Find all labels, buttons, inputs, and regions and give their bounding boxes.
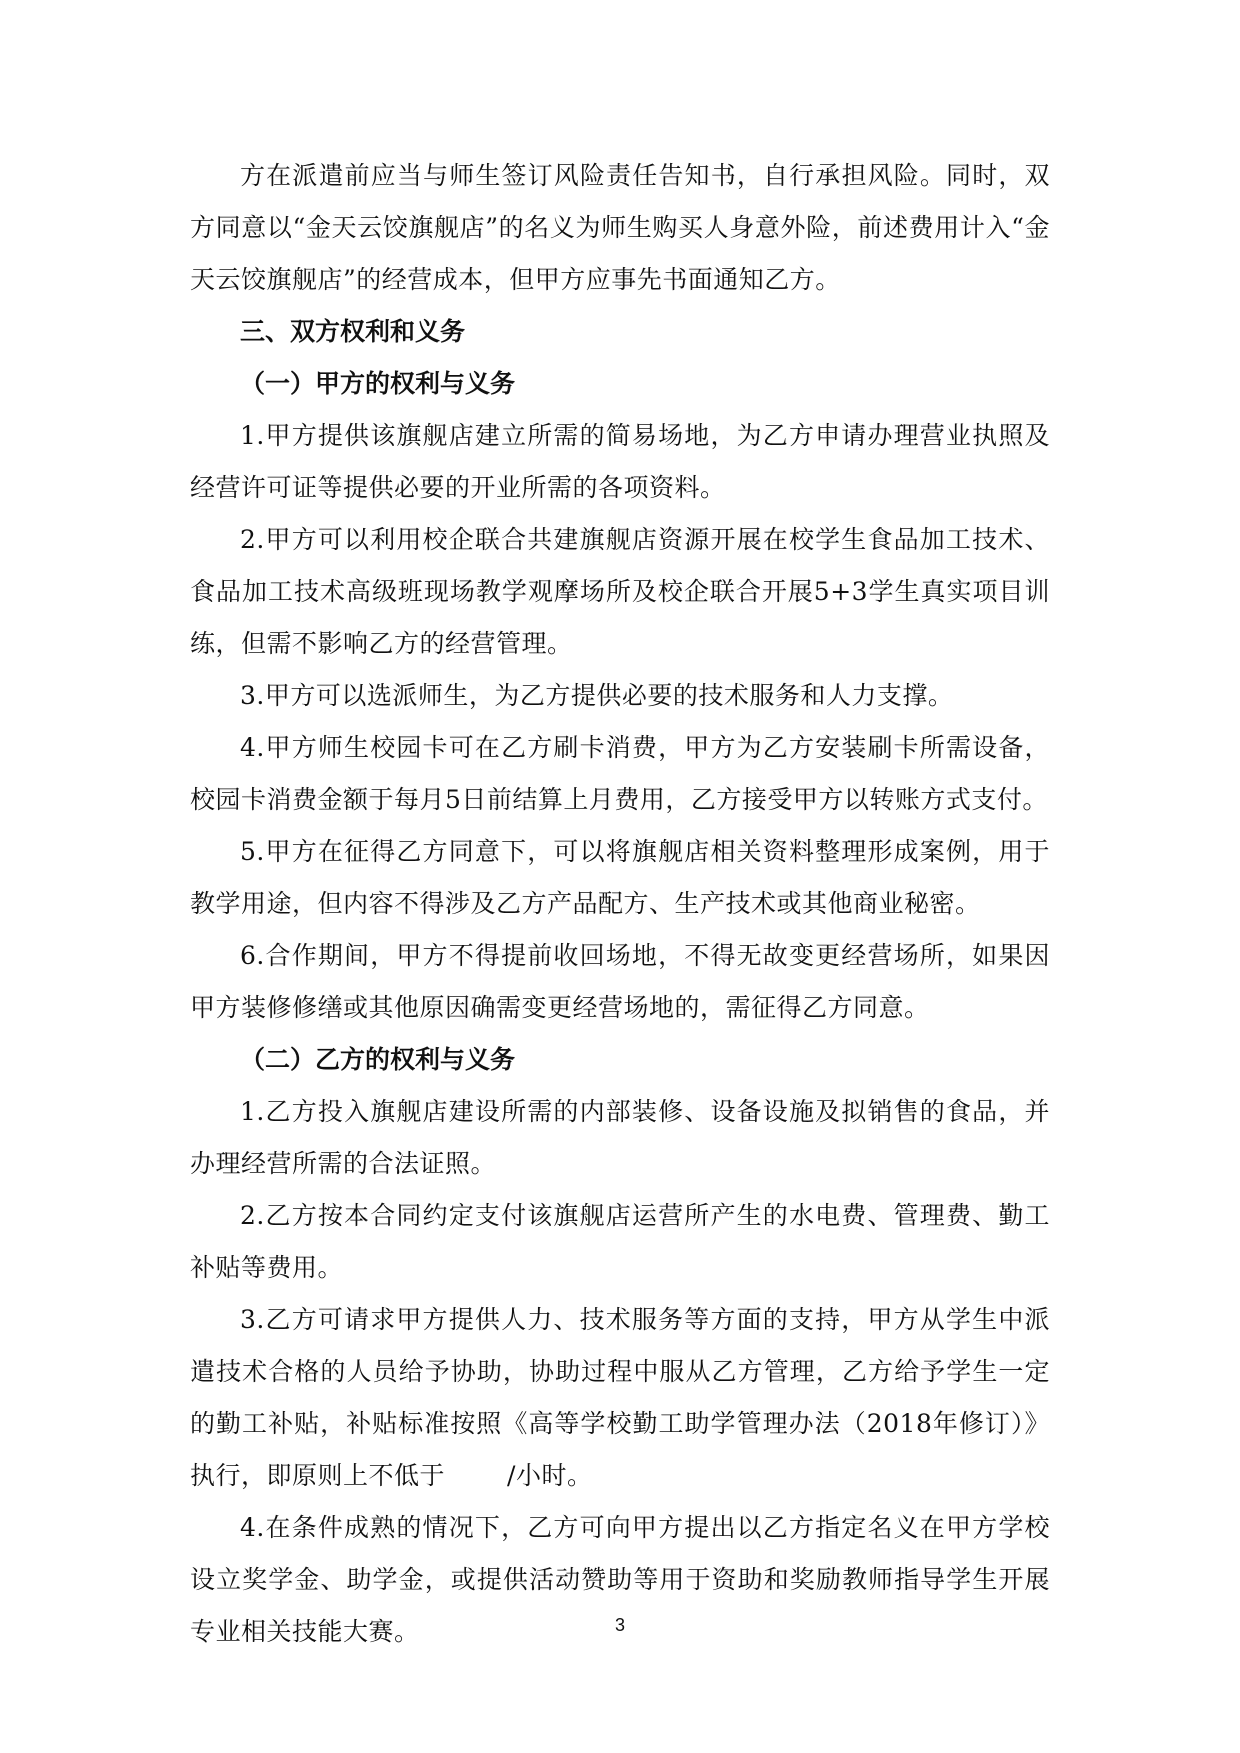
party-a-item-1: 1.甲方提供该旗舰店建立所需的简易场地，为乙方申请办理营业执照及经营许可证等提供必要的开业所需的各项资料。: [190, 421, 1050, 502]
page-number: 3: [614, 1615, 625, 1635]
party-a-item-3: 3.甲方可以选派师生，为乙方提供必要的技术服务和人力支撑。: [240, 681, 954, 710]
party-b-item-3: [190, 1294, 1050, 1502]
document-body: [190, 150, 1050, 1658]
party-b-heading: （二）乙方的权利与义务: [240, 1045, 516, 1074]
party-b-item-3-text: 3.乙方可请求甲方提供人力、技术服务等方面的支持，甲方从学生中派遣技术合格的人员给予协助，协助过程中服从乙方管理，乙方给予学生一定的勤工补贴，补贴标准按照《高等学校勤工助学管理办法（2018年修订）》执行，即原则上不低于: [190, 1305, 1050, 1490]
party-a-heading: （一）甲方的权利与义务: [240, 369, 516, 398]
section-heading: 三、双方权利和义务: [240, 317, 466, 346]
party-a-item-4: 4.甲方师生校园卡可在乙方刷卡消费，甲方为乙方安装刷卡所需设备，校园卡消费金额于每月5日前结算上月费用，乙方接受甲方以转账方式支付。: [190, 733, 1050, 814]
party-b-item-2: 2.乙方按本合同约定支付该旗舰店运营所产生的水电费、管理费、勤工补贴等费用。: [190, 1201, 1050, 1282]
party-a-item-5: 5.甲方在征得乙方同意下，可以将旗舰店相关资料整理形成案例，用于教学用途，但内容不得涉及乙方产品配方、生产技术或其他商业秘密。: [190, 837, 1050, 918]
intro-paragraph: 方在派遣前应当与师生签订风险责任告知书，自行承担风险。同时，双方同意以“金天云饺旗舰店”的名义为师生购买人身意外险，前述费用计入“金天云饺旗舰店”的经营成本，但甲方应事先书面通知乙方。: [190, 161, 1050, 294]
party-b-item-1: 1.乙方投入旗舰店建设所需的内部装修、设备设施及拟销售的食品，并办理经营所需的合法证照。: [190, 1097, 1050, 1178]
party-a-item-2: 2.甲方可以利用校企联合共建旗舰店资源开展在校学生食品加工技术、食品加工技术高级班现场教学观摩场所及校企联合开展5+3学生真实项目训练，但需不影响乙方的经营管理。: [190, 525, 1050, 658]
party-b-item-3-suffix: /小时。: [507, 1461, 593, 1490]
party-b-item-4: 4.在条件成熟的情况下，乙方可向甲方提出以乙方指定名义在甲方学校设立奖学金、助学金，或提供活动赞助等用于资助和奖励教师指导学生开展专业相关技能大赛。: [190, 1513, 1050, 1646]
party-a-item-6: 6.合作期间，甲方不得提前收回场地，不得无故变更经营场所，如果因甲方装修修缮或其他原因确需变更经营场地的，需征得乙方同意。: [190, 941, 1050, 1022]
